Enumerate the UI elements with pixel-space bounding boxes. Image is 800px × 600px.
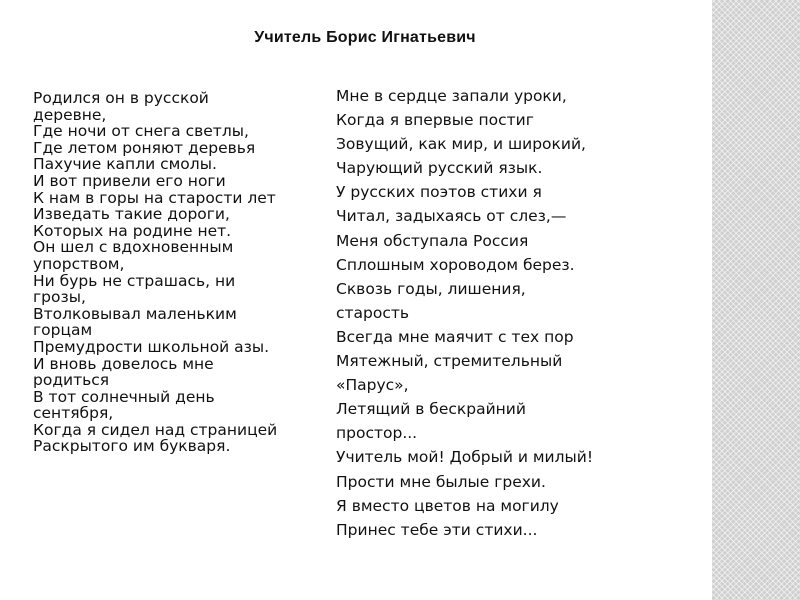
poem-line: Втолковывал маленьким [33,304,237,323]
poem-line: горцам [33,321,93,340]
poem-line: Мне в сердце запали уроки, [336,87,567,105]
poem-line: Когда я сидел над страницей [33,420,278,439]
poem-line: Чарующий русский язык. [336,159,543,178]
poem-right-column [336,84,593,542]
poem-line: Где ночи от снега светлы, [33,122,249,141]
decorative-side-panel [712,0,800,600]
poem-line: Учитель мой! Добрый и милый! [336,448,594,467]
poem-line: Мятежный, стремительный [336,352,563,371]
poem-line: родиться [33,371,110,390]
poem-line: Принес тебе эти стихи... [336,520,538,539]
poem-line: Которых на родине нет. [33,221,232,240]
poem-left-column [33,90,277,455]
poem-line: старость [336,303,410,322]
poem-line: грозы, [33,288,86,307]
poem-line: Сплошным хороводом берез. [336,255,575,274]
poem-line: Где летом роняют деревья [33,138,256,157]
poem-line: Когда я впервые постиг [336,111,534,130]
poem-line: Меня обступала Россия [336,231,529,250]
poem-line: Прости мне былые грехи. [336,472,546,491]
poem-line: Пахучие капли смолы. [33,155,217,174]
poem-line: Раскрытого им букваря. [33,437,231,456]
poem-line: Ни бурь не страшась, ни [33,271,236,290]
poem-line: упорством, [33,254,125,273]
poem-line: Всегда мне маячит с тех пор [336,327,574,346]
poem-line: В тот солнечный день [33,387,215,406]
poem-line: «Парус», [336,376,409,395]
poem-line: У русских поэтов стихи я [336,183,542,202]
poem-line: И вот привели его ноги [33,171,226,190]
poem-line: простор... [336,424,418,443]
poem-line: деревне, [33,105,107,124]
poem-line: Я вместо цветов на могилу [336,496,559,515]
poem-line: К нам в горы на старости лет [33,188,276,207]
poem-line: Зовущий, как мир, и широкий, [336,135,586,154]
poem-line: Премудрости школьной азы. [33,337,270,356]
poem-line: Он шел с вдохновенным [33,238,234,257]
poem-title: Учитель Борис Игнатьевич [254,29,476,46]
poem-line: сентября, [33,404,114,423]
poem-line: Родился он в русской [33,89,209,107]
poem-line: Сквозь годы, лишения, [336,279,526,298]
poem-line: Изведать такие дороги, [33,205,230,224]
poem-line: Летящий в бескрайний [336,400,526,419]
poem-line: Читал, задыхаясь от слез,— [336,207,567,226]
poem-line: И вновь довелось мне [33,354,214,373]
